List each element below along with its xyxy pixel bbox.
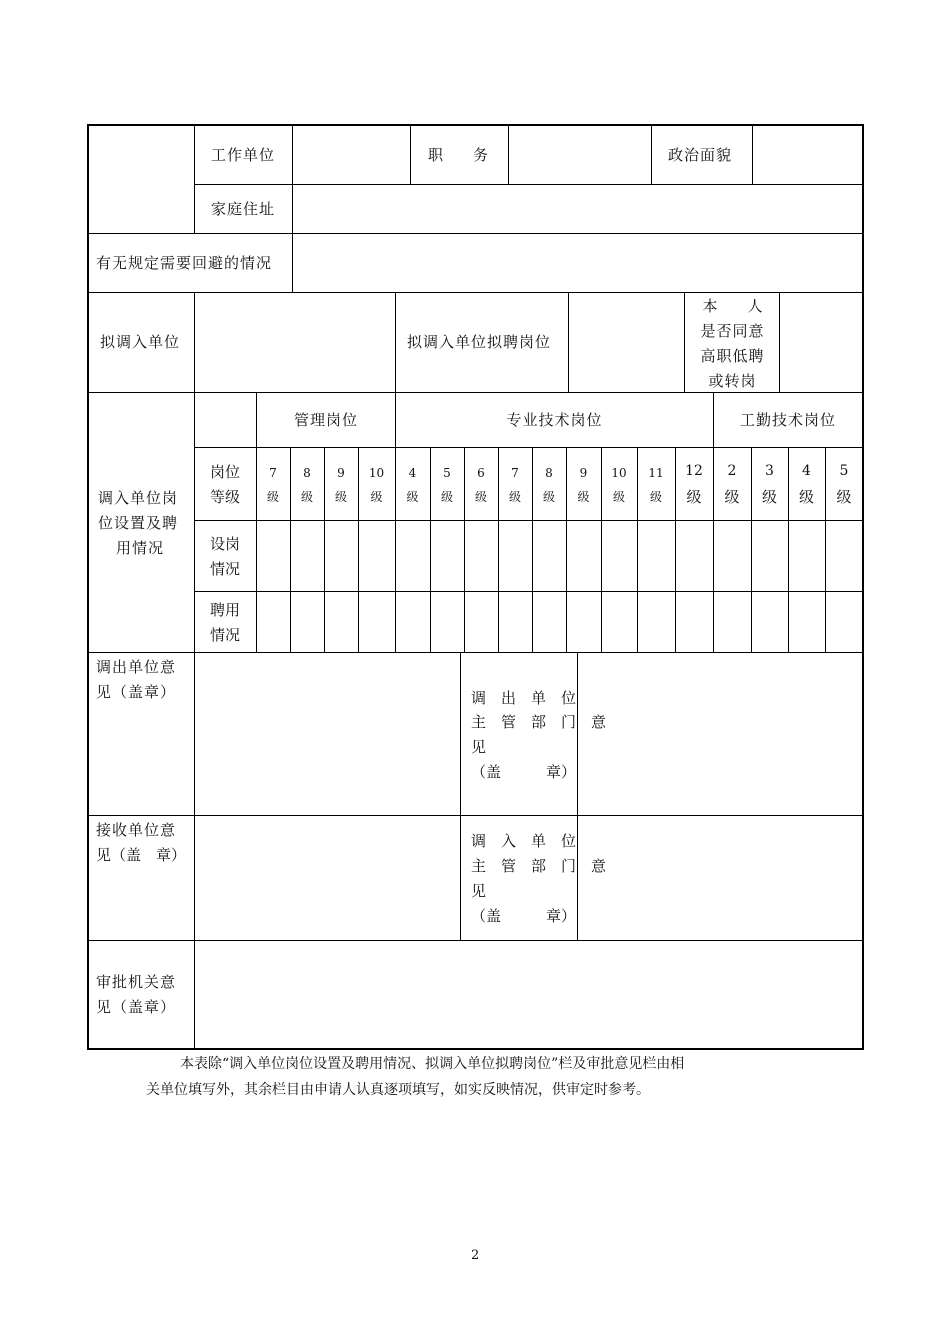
avoidance-label: 有无规定需要回避的情况	[96, 254, 273, 272]
vline	[460, 652, 461, 940]
out-dept-opinion-line: （盖 章）	[471, 763, 577, 781]
level-unit: 级	[474, 490, 487, 504]
vline	[577, 652, 578, 940]
level-number: 7	[511, 466, 519, 480]
level-unit: 级	[542, 490, 555, 504]
table-border-left	[87, 124, 89, 1050]
work-unit-label: 工作单位	[211, 146, 276, 164]
consent-label-line: 本 人	[702, 297, 763, 315]
level-unit: 级	[508, 490, 521, 504]
out-dept-opinion-line: 主 管 部 门 意	[471, 713, 607, 731]
approval-opinion-line: 见（盖章）	[96, 998, 177, 1016]
hline	[195, 591, 863, 592]
approval-opinion-line: 审批机关意	[96, 973, 177, 991]
level-unit: 级	[440, 490, 453, 504]
level-unit: 级	[798, 488, 814, 506]
setup-label-line: 情况	[210, 560, 241, 578]
level-number: 9	[579, 466, 588, 480]
level-unit: 级	[836, 488, 852, 506]
level-unit: 级	[577, 490, 590, 504]
grid-side-label-line: 调入单位岗	[98, 489, 179, 507]
level-unit: 级	[612, 490, 625, 504]
grid-side-label-line: 位设置及聘	[98, 514, 179, 532]
level-number: 4	[802, 463, 811, 479]
level-unit: 级	[724, 488, 740, 506]
level-unit: 级	[266, 490, 279, 504]
group-header-service: 工勤技术岗位	[739, 411, 836, 429]
hline	[195, 184, 863, 185]
position-label: 职 务	[428, 146, 489, 164]
page-number: 2	[471, 1248, 480, 1263]
level-unit: 级	[370, 490, 383, 504]
level-number: 5	[443, 466, 451, 480]
hline	[195, 447, 863, 448]
hline	[88, 652, 863, 653]
hire-label-line: 聘用	[210, 601, 241, 619]
in-dept-opinion-line: （盖 章）	[471, 907, 577, 925]
level-unit: 级	[334, 490, 347, 504]
consent-label-line: 或转岗	[708, 372, 757, 390]
level-number: 10	[611, 466, 627, 480]
home-address-label: 家庭住址	[211, 200, 276, 218]
target-unit-label: 拟调入单位	[100, 333, 181, 351]
out-unit-opinion-line: 调出单位意	[96, 658, 177, 676]
consent-label-line: 是否同意	[700, 322, 765, 340]
level-number: 12	[685, 463, 703, 479]
out-dept-opinion-line: 调 出 单 位	[471, 689, 577, 707]
level-number: 5	[839, 463, 849, 479]
target-post-label: 拟调入单位拟聘岗位	[407, 333, 552, 351]
level-number: 9	[337, 466, 345, 480]
footnote-line: 本表除“调入单位岗位设置及聘用情况、拟调入单位拟聘岗位”栏及审批意见栏由相	[180, 1056, 685, 1072]
level-number: 3	[765, 463, 774, 479]
vline	[292, 125, 293, 292]
level-unit: 级	[761, 488, 777, 506]
vline	[194, 125, 195, 233]
level-unit: 级	[686, 488, 702, 506]
hline	[195, 520, 863, 521]
in-dept-opinion-line: 见	[471, 882, 487, 900]
vline	[194, 652, 195, 1049]
vline	[508, 125, 509, 184]
hire-label-line: 情况	[210, 626, 241, 644]
level-label-line: 岗位	[210, 463, 241, 481]
group-header-management: 管理岗位	[293, 411, 358, 429]
in-unit-opinion-line: 接收单位意	[96, 821, 177, 839]
hline	[88, 292, 863, 293]
vline	[568, 292, 569, 392]
out-dept-opinion-line: 见	[471, 738, 487, 756]
setup-label-line: 设岗	[210, 535, 241, 553]
vline	[395, 292, 396, 392]
footnote-line: 关单位填写外，其余栏目由申请人认真逐项填写，如实反映情况，供审定时参考。	[146, 1082, 650, 1098]
table-border-right	[862, 124, 864, 1050]
group-header-professional: 专业技术岗位	[506, 411, 603, 429]
consent-label-line: 高职低聘	[700, 347, 765, 365]
in-dept-opinion-line: 调 入 单 位	[471, 832, 577, 850]
table-border-top	[87, 124, 864, 126]
vline	[651, 125, 652, 184]
level-number: 2	[727, 463, 737, 479]
out-unit-opinion-line: 见（盖章）	[96, 683, 177, 701]
hline	[88, 940, 863, 941]
vline	[684, 292, 685, 392]
level-number: 11	[648, 466, 664, 480]
vline	[410, 125, 411, 184]
level-unit: 级	[406, 490, 419, 504]
level-number: 8	[303, 466, 311, 480]
level-label-line: 等级	[210, 488, 241, 506]
political-status-label: 政治面貌	[668, 146, 733, 164]
grid-side-label-line: 用情况	[116, 539, 165, 557]
vline	[194, 292, 195, 392]
hline	[88, 233, 863, 234]
level-number: 4	[408, 466, 417, 480]
hline	[88, 815, 863, 816]
vline	[779, 292, 780, 392]
level-number: 7	[269, 466, 277, 480]
vline	[194, 392, 195, 652]
level-number: 10	[368, 466, 385, 480]
vline	[752, 125, 753, 184]
level-number: 8	[545, 466, 553, 480]
in-dept-opinion-line: 主 管 部 门 意	[471, 857, 607, 875]
level-unit: 级	[300, 490, 313, 504]
level-unit: 级	[649, 490, 662, 504]
in-unit-opinion-line: 见（盖 章）	[96, 846, 187, 864]
level-number: 6	[477, 466, 485, 480]
